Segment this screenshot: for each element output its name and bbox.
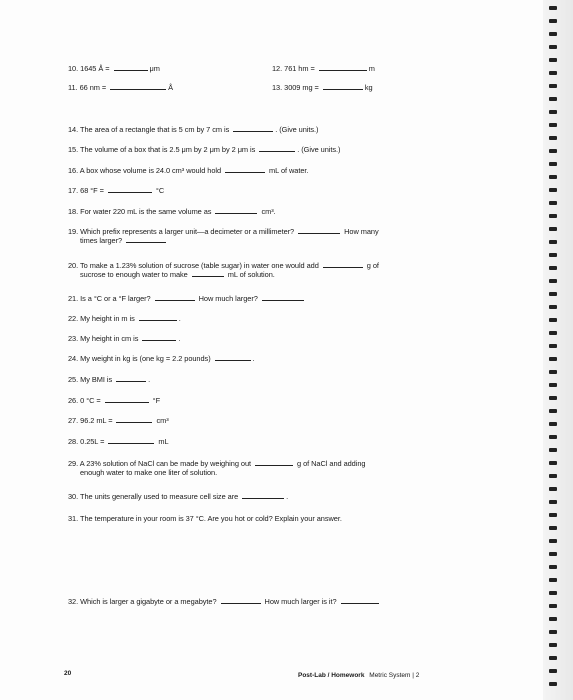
binding-hole — [549, 552, 557, 556]
binding-hole — [549, 240, 557, 244]
binding-hole — [549, 578, 557, 582]
question-12 — [272, 64, 375, 73]
binding-hole — [549, 396, 557, 400]
binding-hole — [549, 409, 557, 413]
answer-blank[interactable] — [298, 227, 340, 234]
binding-hole — [549, 19, 557, 23]
question-21-text: 21. Is a °C or a °F larger? — [68, 294, 153, 303]
binding-hole — [549, 643, 557, 647]
binding-hole — [549, 565, 557, 569]
answer-blank[interactable] — [255, 459, 293, 466]
question-29 — [68, 459, 365, 477]
question-11-text: 11. 66 nm = — [68, 83, 109, 92]
question-29-line1: 29. A 23% solution of NaCl can be made by weighing out — [68, 459, 254, 468]
answer-blank[interactable] — [262, 294, 304, 301]
answer-blank[interactable] — [319, 64, 367, 71]
binding-hole — [549, 266, 557, 270]
question-26-text: 26. 0 °C = — [68, 396, 103, 405]
question-17-text: 17. 68 °F = — [68, 186, 106, 195]
binding-hole — [549, 188, 557, 192]
binding-hole — [549, 71, 557, 75]
answer-blank[interactable] — [221, 597, 261, 604]
page-number: 20 — [64, 670, 72, 677]
binding-hole — [549, 656, 557, 660]
question-10-unit: μm — [149, 64, 160, 73]
binding-hole — [549, 136, 557, 140]
question-29-after1: g of NaCl and adding — [295, 459, 366, 468]
question-31-text: 31. The temperature in your room is 37 °C. Are you hot or cold? Explain your answer. — [68, 514, 342, 523]
question-25 — [68, 375, 150, 384]
question-25-after: . — [148, 375, 151, 384]
question-18-text: 18. For water 220 mL is the same volume as — [68, 207, 214, 216]
binding-hole — [549, 422, 557, 426]
answer-blank[interactable] — [142, 334, 176, 341]
binding-hole — [549, 32, 557, 36]
binding-hole — [549, 539, 557, 543]
question-15-text: 15. The volume of a box that is 2.5 μm by 2 μm by 2 μm is — [68, 145, 258, 154]
binding-hole — [549, 513, 557, 517]
binding-hole — [549, 617, 557, 621]
question-17 — [68, 186, 164, 195]
binding-hole — [549, 487, 557, 491]
question-30-after: . — [286, 492, 289, 501]
question-22 — [68, 314, 181, 323]
question-29-line2: enough water to make one liter of solution. — [80, 468, 218, 477]
answer-blank[interactable] — [126, 236, 166, 243]
question-13 — [272, 83, 373, 92]
question-20-line1: 20. To make a 1.23% solution of sucrose (table sugar) in water one would add — [68, 261, 321, 270]
answer-blank[interactable] — [233, 125, 273, 132]
binding-hole — [549, 123, 557, 127]
binding-hole — [549, 84, 557, 88]
binding-hole — [549, 669, 557, 673]
answer-blank[interactable] — [259, 145, 295, 152]
question-15 — [68, 145, 340, 154]
answer-blank[interactable] — [323, 261, 363, 268]
question-21-after: How much larger? — [196, 294, 260, 303]
answer-blank[interactable] — [215, 354, 251, 361]
binding-hole — [549, 45, 557, 49]
answer-blank[interactable] — [341, 597, 379, 604]
question-20-after1: g of — [364, 261, 379, 270]
answer-blank[interactable] — [114, 64, 148, 71]
running-subtitle: Metric System | 2 — [369, 672, 420, 679]
answer-blank[interactable] — [108, 186, 152, 193]
binding-hole — [549, 461, 557, 465]
question-23 — [68, 334, 180, 343]
question-30-text: 30. The units generally used to measure cell size are — [68, 492, 241, 501]
binding-hole — [549, 305, 557, 309]
question-31 — [68, 514, 342, 523]
question-24 — [68, 354, 255, 363]
question-28-text: 28. 0.25L = — [68, 437, 107, 446]
question-19-after1: How many — [342, 227, 379, 236]
binding-hole — [549, 435, 557, 439]
question-13-text: 13. 3009 mg = — [272, 83, 321, 92]
answer-blank[interactable] — [242, 492, 284, 499]
question-20 — [68, 261, 379, 279]
running-footer — [298, 672, 419, 679]
binding-hole — [549, 162, 557, 166]
binding-hole — [549, 344, 557, 348]
question-10-text: 10. 1645 Å = — [68, 64, 112, 73]
binding-hole — [549, 149, 557, 153]
binding-hole — [549, 682, 557, 686]
binding-hole — [549, 630, 557, 634]
binding-hole — [549, 253, 557, 257]
binding-hole — [549, 58, 557, 62]
binding-hole — [549, 97, 557, 101]
running-title: Post-Lab / Homework — [298, 672, 365, 679]
answer-blank[interactable] — [110, 83, 166, 90]
question-32 — [68, 597, 381, 606]
binding-hole — [549, 604, 557, 608]
question-25-text: 25. My BMI is — [68, 375, 115, 384]
binding-hole — [549, 201, 557, 205]
binding-hole — [549, 292, 557, 296]
question-23-text: 23. My height in cm is — [68, 334, 141, 343]
binding-hole — [549, 110, 557, 114]
question-16-text: 16. A box whose volume is 24.0 cm³ would hold — [68, 166, 224, 175]
question-12-text: 12. 761 hm = — [272, 64, 317, 73]
binding-hole — [549, 591, 557, 595]
answer-blank[interactable] — [139, 314, 177, 321]
question-17-after: °C — [153, 186, 165, 195]
question-16 — [68, 166, 308, 175]
binding-hole — [549, 526, 557, 530]
spiral-binding — [549, 0, 559, 700]
binding-hole — [549, 500, 557, 504]
binding-hole — [549, 448, 557, 452]
binding-hole — [549, 331, 557, 335]
question-23-after: . — [178, 334, 181, 343]
question-22-text: 22. My height in m is — [68, 314, 137, 323]
question-26 — [68, 396, 160, 405]
answer-blank[interactable] — [108, 437, 154, 444]
binding-hole — [549, 214, 557, 218]
question-11-unit: Å — [168, 83, 174, 92]
binding-hole — [549, 279, 557, 283]
question-20-after2: mL of solution. — [225, 270, 275, 279]
question-18-after: cm³. — [259, 207, 276, 216]
binding-hole — [549, 357, 557, 361]
answer-blank[interactable] — [225, 166, 265, 173]
answer-blank[interactable] — [215, 207, 257, 214]
question-14 — [68, 125, 318, 134]
answer-blank[interactable] — [116, 375, 146, 382]
question-27 — [68, 416, 169, 425]
question-19-line1: 19. Which prefix represents a larger unit—a decimeter or a millimeter? — [68, 227, 297, 236]
question-13-unit: kg — [364, 83, 373, 92]
question-24-text: 24. My weight in kg is (one kg = 2.2 pounds) — [68, 354, 213, 363]
binding-hole — [549, 175, 557, 179]
answer-blank[interactable] — [105, 396, 149, 403]
question-15-after: . (Give units.) — [297, 145, 341, 154]
question-24-after: . — [252, 354, 255, 363]
answer-blank[interactable] — [323, 83, 363, 90]
question-14-text: 14. The area of a rectangle that is 5 cm by 7 cm is — [68, 125, 232, 134]
question-21 — [68, 294, 306, 303]
question-27-text: 27. 96.2 mL = — [68, 416, 115, 425]
question-32-after: How much larger is it? — [262, 597, 339, 606]
answer-blank[interactable] — [155, 294, 195, 301]
binding-hole — [549, 474, 557, 478]
question-16-after: mL of water. — [267, 166, 309, 175]
question-19 — [68, 227, 379, 245]
binding-hole — [549, 6, 557, 10]
question-30 — [68, 492, 288, 501]
answer-blank[interactable] — [192, 270, 224, 277]
question-27-after: cm³ — [154, 416, 169, 425]
binding-hole — [549, 383, 557, 387]
question-14-after: . (Give units.) — [275, 125, 319, 134]
binding-hole — [549, 227, 557, 231]
question-32-text: 32. Which is larger a gigabyte or a megabyte? — [68, 597, 219, 606]
question-28-after: mL — [156, 437, 169, 446]
question-22-after: . — [178, 314, 181, 323]
question-20-line2: sucrose to enough water to make — [80, 270, 190, 279]
question-28 — [68, 437, 169, 446]
question-18 — [68, 207, 276, 216]
question-19-line2: times larger? — [80, 236, 125, 245]
binding-hole — [549, 370, 557, 374]
answer-blank[interactable] — [116, 416, 152, 423]
question-11 — [68, 83, 173, 92]
question-12-unit: m — [368, 64, 375, 73]
question-26-after: °F — [150, 396, 161, 405]
question-10 — [68, 64, 160, 73]
binding-hole — [549, 318, 557, 322]
